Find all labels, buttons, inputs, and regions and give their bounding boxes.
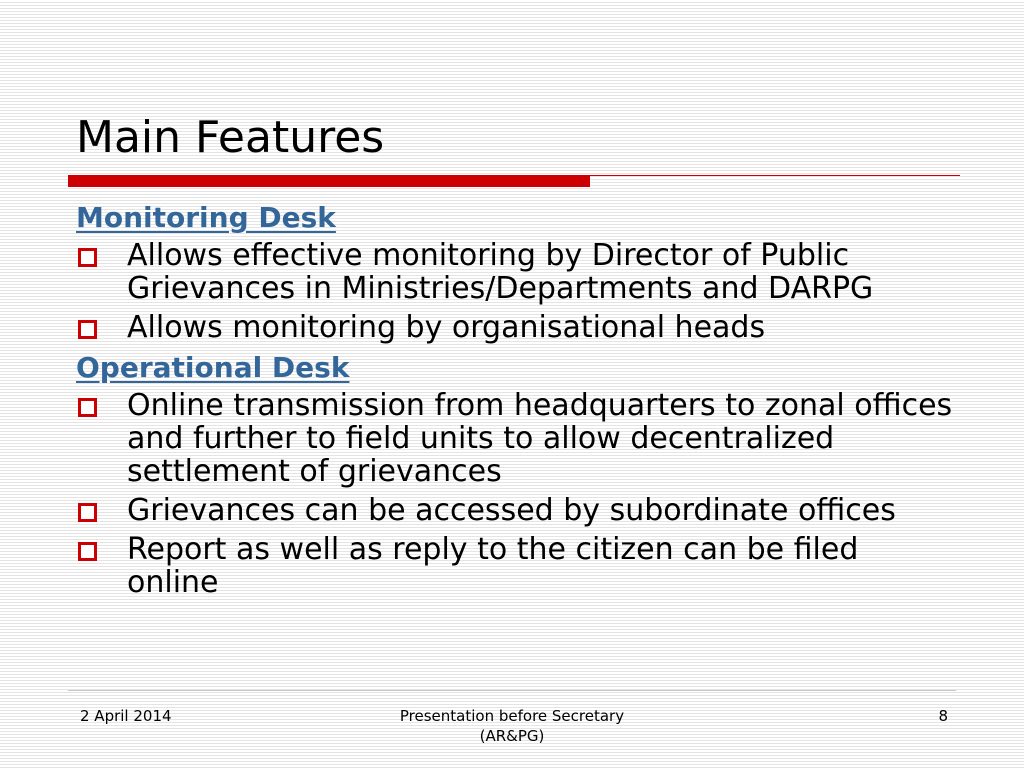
footer-presentation-line-1: Presentation before Secretary [399,707,625,725]
bullet-text: Grievances can be accessed by subordinate offices [127,493,896,528]
square-bullet-icon [78,320,97,339]
bullet-item [76,494,956,527]
square-bullet-icon [78,248,97,267]
footer-presentation-line-2: (AR&PG) [479,727,545,745]
bullet-text: Allows effective monitoring by Director of Public Grievances in Ministries/Departments and DARPG [127,238,874,306]
square-bullet-icon [78,398,97,417]
bullet-item [76,311,956,344]
footer-presentation-title [362,706,662,746]
bullet-item [76,239,956,305]
square-bullet-icon [78,503,97,522]
page-number: 8 [938,707,948,725]
title-underline-thick [68,175,590,187]
footer-date: 2 April 2014 [80,707,172,725]
bullet-text: Allows monitoring by organisational heads [127,310,766,345]
section-heading-monitoring-desk[interactable]: Monitoring Desk [76,201,336,234]
bullet-text: Report as well as reply to the citizen can be filed online [127,532,859,600]
footer-divider [68,690,956,691]
slide-title: Main Features [76,112,385,163]
bullet-text: Online transmission from headquarters to zonal offices and further to field units to allow decentralized settlement of grievances [127,388,953,489]
section-heading-operational-desk[interactable]: Operational Desk [76,351,350,384]
bullet-item [76,389,956,488]
slide-content [76,196,956,605]
square-bullet-icon [78,542,97,561]
title-underline-thin [590,175,960,176]
bullet-item [76,533,956,599]
